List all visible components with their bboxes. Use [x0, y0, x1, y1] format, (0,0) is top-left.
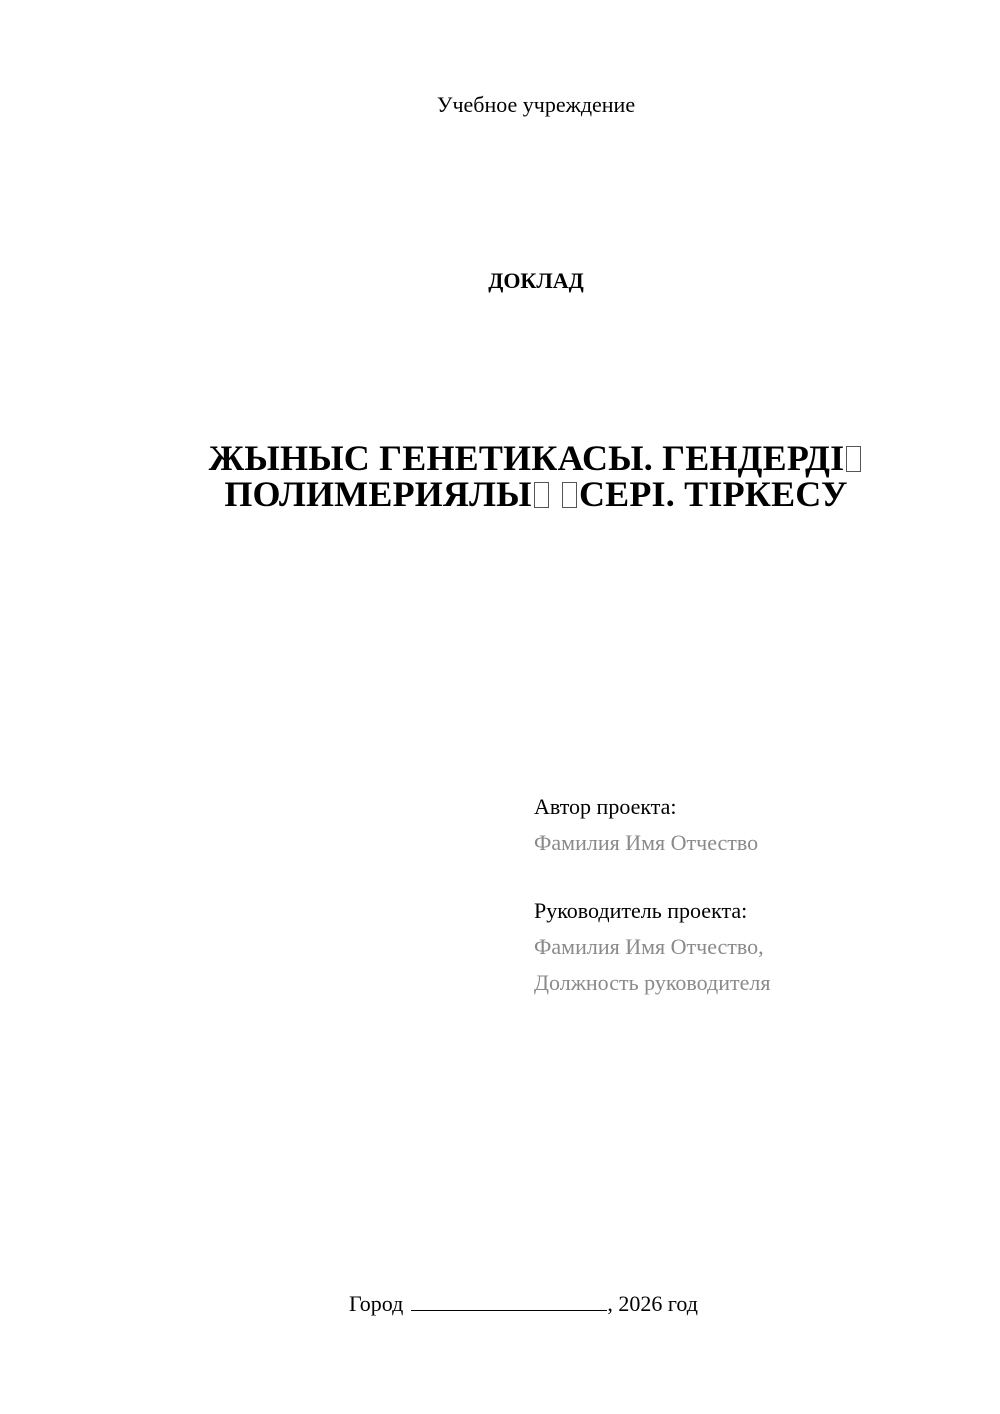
missing-glyph-icon	[562, 482, 577, 508]
supervisor-label: Руководитель проекта:	[534, 898, 748, 923]
missing-glyph-icon	[534, 482, 549, 508]
author-name: Фамилия Имя Отчество	[534, 830, 759, 855]
document-title	[150, 440, 922, 512]
title-line-1-text: ЖЫНЫС ГЕНЕТИКАСЫ. ГЕНДЕРДІ	[208, 438, 845, 478]
supervisor-position: Должность руководителя	[534, 970, 771, 995]
supervisor-name: Фамилия Имя Отчество,	[534, 934, 764, 959]
missing-glyph-icon	[846, 446, 861, 472]
document-type: ДОКЛАД	[488, 268, 584, 293]
title-line-2	[150, 476, 922, 512]
year-text: , 2026 год	[607, 1291, 698, 1316]
title-line-2-text-a: ПОЛИМЕРИЯЛЫ	[224, 474, 532, 514]
city-blank-line	[411, 1290, 607, 1311]
credits-block	[534, 789, 770, 1001]
author-label: Автор проекта:	[534, 794, 677, 819]
credits-spacer	[534, 861, 770, 893]
institution-name: Учебное учреждение	[436, 92, 636, 117]
footer-city-year	[349, 1290, 698, 1317]
title-line-2-text-b: СЕРІ. ТІРКЕСУ	[578, 474, 848, 514]
city-label: Город	[349, 1291, 404, 1316]
title-line-1	[150, 440, 922, 476]
